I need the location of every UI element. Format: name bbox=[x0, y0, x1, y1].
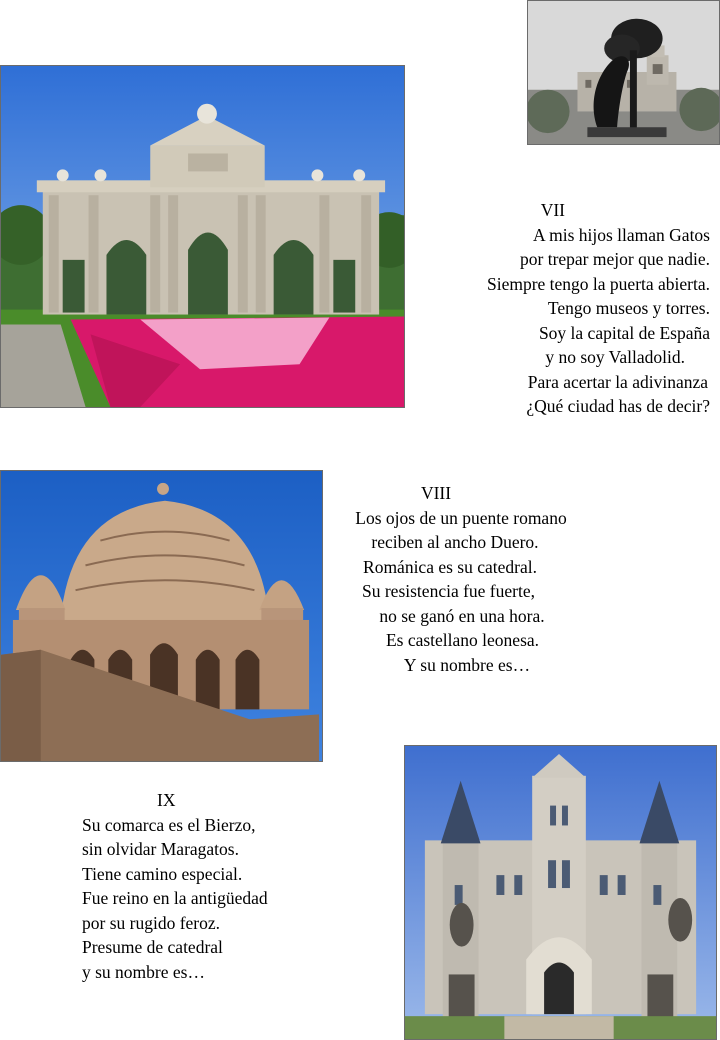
riddle-line: Soy la capital de España bbox=[538, 322, 710, 343]
riddle-line: sin olvidar Maragatos. bbox=[82, 839, 239, 859]
riddle-line: Siempre tengo la puerta abierta. bbox=[486, 273, 710, 294]
riddle-line: y su nombre es… bbox=[82, 961, 205, 982]
riddle-line: Fue reino en la antigüedad bbox=[82, 888, 268, 908]
riddle-line: Tengo museos y torres. bbox=[547, 298, 710, 318]
riddle-ix bbox=[82, 788, 268, 984]
riddle-line: Presume de catedral bbox=[82, 937, 223, 957]
riddle-line: y no soy Valladolid. bbox=[545, 347, 685, 367]
astorga-palace-photo bbox=[404, 745, 717, 1040]
riddle-line: por su rugido feroz. bbox=[82, 912, 221, 933]
riddle-line: reciben al ancho Duero. bbox=[371, 532, 539, 552]
riddle-line: no se ganó en una hora. bbox=[379, 605, 545, 626]
riddle-line: Románica es su catedral. bbox=[363, 556, 537, 577]
riddle-number: VII bbox=[540, 200, 565, 220]
bear-statue-photo bbox=[527, 0, 720, 145]
puerta-de-alcala-photo bbox=[0, 65, 405, 408]
riddle-line: Tiene camino especial. bbox=[82, 863, 243, 884]
riddle-line: Y su nombre es… bbox=[403, 654, 531, 675]
riddle-line: Es castellano leonesa. bbox=[385, 630, 540, 650]
riddle-line: Para acertar la adivinanza bbox=[527, 371, 708, 392]
riddle-number: IX bbox=[157, 790, 176, 810]
riddle-vii bbox=[487, 198, 710, 419]
riddle-line: A mis hijos llaman Gatos bbox=[533, 224, 710, 245]
riddle-viii bbox=[330, 481, 592, 677]
zamora-cathedral-photo bbox=[0, 470, 323, 762]
riddle-line: ¿Qué ciudad has de decir? bbox=[526, 396, 710, 416]
riddle-line: Su comarca es el Bierzo, bbox=[82, 814, 256, 835]
riddle-line: Su resistencia fue fuerte, bbox=[362, 581, 535, 601]
riddle-line: Los ojos de un puente romano bbox=[355, 507, 567, 528]
riddle-number: VIII bbox=[420, 483, 452, 503]
riddle-line: por trepar mejor que nadie. bbox=[520, 249, 710, 269]
